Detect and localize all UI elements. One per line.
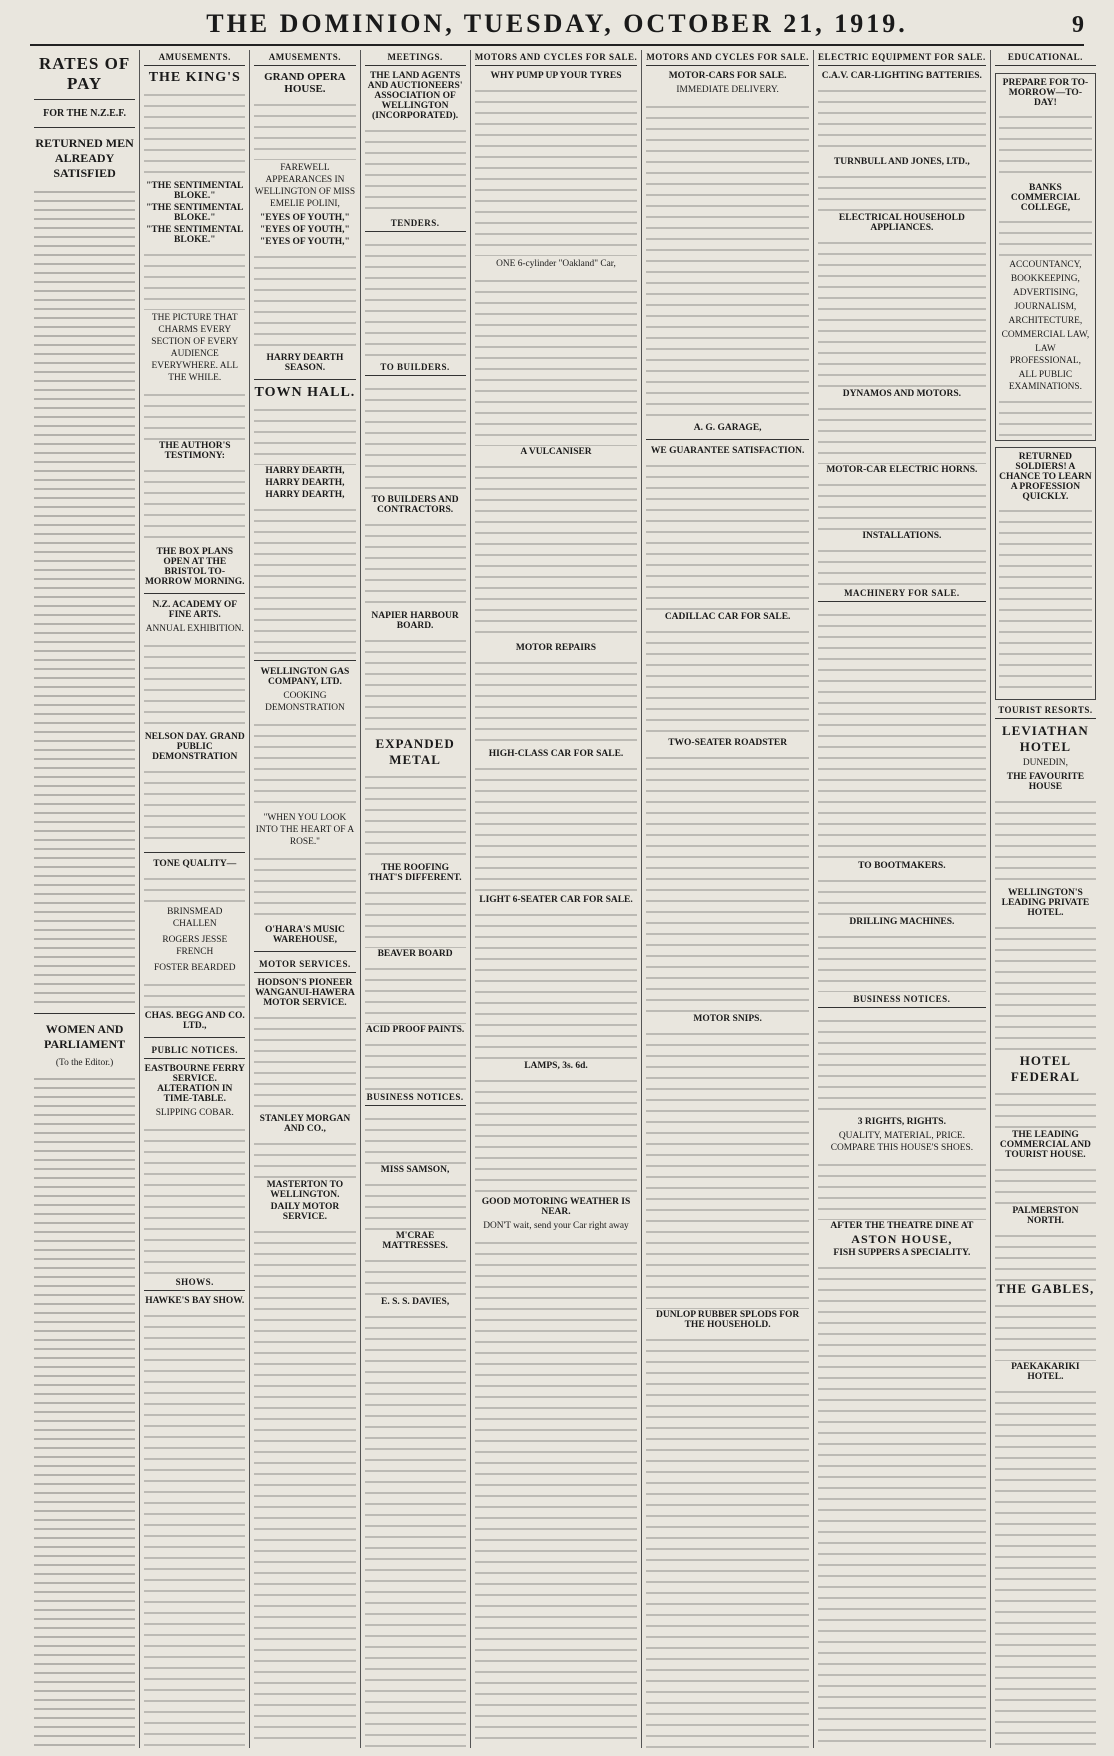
rates-headline: RETURNED MEN ALREADY SATISFIED: [35, 136, 134, 180]
women-headline: WOMEN AND PARLIAMENT: [44, 1022, 126, 1051]
light-six-seater: LIGHT 6-SEATER CAR FOR SALE.: [479, 895, 633, 906]
course-1: ACCOUNTANCY,: [1009, 260, 1082, 270]
machinery-heading: MACHINERY FOR SALE.: [818, 586, 986, 602]
tenders-heading: TENDERS.: [365, 216, 466, 232]
masthead: [30, 4, 1084, 46]
aston-house: ASTON HOUSE,: [851, 1232, 953, 1247]
course-5: ARCHITECTURE,: [1008, 316, 1083, 327]
guarantee: WE GUARANTEE SATISFACTION.: [650, 446, 805, 457]
annual-exhibition: ANNUAL EXHIBITION.: [145, 624, 244, 635]
page-number: 9: [1072, 12, 1084, 38]
column-educational: [991, 50, 1100, 1748]
batteries: C.A.V. CAR-LIGHTING BATTERIES.: [821, 71, 982, 81]
tone-quality: TONE QUALITY—: [153, 859, 237, 870]
piano-brand-row-1: BRINSMEAD CHALLEN: [167, 907, 223, 930]
installations: INSTALLATIONS.: [862, 531, 942, 541]
dynamos: DYNAMOS AND MOTORS.: [842, 389, 962, 399]
eastbourne-ferry: EASTBOURNE FERRY SERVICE. ALTERATION IN TIME-TABLE.: [144, 1064, 245, 1105]
column-heading: ELECTRIC EQUIPMENT FOR SALE.: [818, 50, 986, 66]
piano-brand-row-3: FOSTER BEARDED: [153, 963, 236, 974]
electric-horns: MOTOR-CAR ELECTRIC HORNS.: [826, 465, 978, 475]
column-heading: MOTORS AND CYCLES FOR SALE.: [475, 50, 638, 66]
begg-co: CHAS. BEGG AND CO. LTD.,: [144, 1011, 245, 1032]
eyes-of-youth-2: "EYES OF YOUTH,": [260, 225, 350, 236]
bootmakers: TO BOOTMAKERS.: [858, 861, 946, 871]
grand-opera-house: GRAND OPERA HOUSE.: [264, 71, 346, 95]
the-gables: THE GABLES,: [996, 1281, 1095, 1297]
pump-tyres: WHY PUMP UP YOUR TYRES: [490, 71, 622, 81]
shows-heading: SHOWS.: [144, 1275, 245, 1291]
column-motors-2: [642, 50, 814, 1748]
column-heading: AMUSEMENTS.: [144, 50, 245, 66]
motor-services-heading: MOTOR SERVICES.: [254, 957, 355, 973]
harry-dearth-3: HARRY DEARTH,: [265, 490, 345, 501]
sentimental-bloke-1: "THE SENTIMENTAL BLOKE.": [146, 181, 244, 201]
davies: E. S. S. DAVIES,: [381, 1297, 450, 1307]
masthead-title: THE DOMINION, TUESDAY, OCTOBER 21, 1919.: [206, 9, 908, 38]
piano-brand-row-2: ROGERS JESSE FRENCH: [162, 935, 228, 958]
returned-soldiers-ad: [995, 447, 1096, 700]
napier-harbour: NAPIER HARBOUR BOARD.: [371, 611, 459, 631]
course-6: COMMERCIAL LAW,: [1001, 330, 1090, 341]
course-2: BOOKKEEPING,: [1010, 274, 1080, 285]
eyes-of-youth-3: "EYES OF YOUTH,": [260, 237, 350, 248]
academy: N.Z. ACADEMY OF FINE ARTS.: [152, 600, 238, 621]
dunlop: DUNLOP RUBBER SPLODS FOR THE HOUSEHOLD.: [655, 1310, 800, 1331]
nelson-day: NELSON DAY. GRAND PUBLIC DEMONSTRATION: [144, 732, 245, 763]
hodson-service: HODSON'S PIONEER WANGANUI-HAWERA MOTOR SERVICE.: [255, 978, 355, 1009]
after-theatre: AFTER THE THEATRE DINE AT: [830, 1221, 974, 1232]
turnbull-jones: TURNBULL AND JONES, LTD.,: [833, 157, 970, 167]
course-7: LAW PROFESSIONAL,: [1009, 344, 1081, 367]
column-electric: [814, 50, 991, 1748]
daily-motor: DAILY MOTOR SERVICE.: [270, 1202, 340, 1223]
banks-college: BANKS COMMERCIAL COLLEGE,: [1010, 183, 1080, 213]
rates-sub: FOR THE N.Z.E.F.: [43, 108, 126, 119]
column-heading: MEETINGS.: [365, 50, 466, 66]
good-motoring: GOOD MOTORING WEATHER IS NEAR.: [481, 1197, 631, 1218]
quality-compare: QUALITY, MATERIAL, PRICE. COMPARE THIS HOUSE'S SHOES.: [830, 1131, 974, 1154]
columns: [30, 50, 1100, 1748]
column-meetings: [361, 50, 471, 1748]
palmerston-north: PALMERSTON NORTH.: [1012, 1206, 1079, 1227]
roofing: THE ROOFING THAT'S DIFFERENT.: [368, 863, 462, 883]
rates-title: RATES OF PAY: [38, 54, 131, 93]
drilling-machines: DRILLING MACHINES.: [849, 917, 955, 927]
motor-repairs: MOTOR REPAIRS: [515, 643, 597, 654]
banks-college-ad: [995, 73, 1096, 441]
fish-suppers: FISH SUPPERS A SPECIALITY.: [833, 1248, 971, 1259]
column-heading: AMUSEMENTS.: [254, 50, 355, 66]
heart-of-rose: "WHEN YOU LOOK INTO THE HEART OF A ROSE.": [255, 813, 355, 848]
dunedin: DUNEDIN,: [1022, 758, 1068, 769]
immediate-delivery: IMMEDIATE DELIVERY.: [676, 85, 779, 95]
article-body-text-2: [34, 1075, 135, 1748]
paekakariki-hotel: PAEKAKARIKI HOTEL.: [1011, 1362, 1080, 1383]
high-class-car: HIGH-CLASS CAR FOR SALE.: [488, 749, 624, 760]
column-motors-1: [471, 50, 643, 1748]
returned-soldiers: RETURNED SOLDIERS! A CHANCE TO LEARN A PROFESSION QUICKLY.: [999, 452, 1092, 503]
vulcaniser: A VULCANISER: [520, 447, 592, 458]
hawkes-bay-show: HAWKE'S BAY SHOW.: [145, 1296, 245, 1307]
harry-dearth-1: HARRY DEARTH,: [265, 466, 345, 477]
favourite-house: THE FAVOURITE HOUSE: [1006, 772, 1085, 793]
dearth-season: HARRY DEARTH SEASON.: [266, 353, 344, 374]
tourist-heading: TOURIST RESORTS.: [995, 703, 1096, 719]
oakland-car: ONE 6-cylinder "Oakland" Car,: [496, 259, 616, 269]
masterton-wellington: MASTERTON TO WELLINGTON.: [266, 1180, 344, 1201]
lamps: LAMPS, 3s. 6d.: [524, 1061, 588, 1072]
leviathan-hotel: LEVIATHAN HOTEL: [1002, 723, 1089, 755]
women-sub: (To the Editor.): [55, 1058, 114, 1068]
eyes-of-youth-1: "EYES OF YOUTH,": [260, 213, 350, 224]
cadillac: CADILLAC CAR FOR SALE.: [664, 612, 791, 623]
expanded-metal: EXPANDED METAL: [375, 736, 455, 767]
public-notices-heading: PUBLIC NOTICES.: [144, 1043, 245, 1059]
stanley-morgan: STANLEY MORGAN AND CO.,: [259, 1114, 351, 1135]
send-car: DON'T wait, send your Car right away: [483, 1221, 629, 1232]
harry-dearth-2: HARRY DEARTH,: [265, 478, 345, 489]
builders-heading: TO BUILDERS.: [365, 360, 466, 376]
cooking-demo: COOKING DEMONSTRATION: [265, 691, 345, 714]
three-rights: 3 RIGHTS, RIGHTS.: [857, 1117, 946, 1127]
farewell-polini: FAREWELL APPEARANCES IN WELLINGTON OF MISS EMELIE POLINI,: [254, 163, 356, 210]
leading-commercial: THE LEADING COMMERCIAL AND TOURIST HOUSE.: [999, 1130, 1091, 1161]
business-notices-heading-2: BUSINESS NOTICES.: [818, 992, 986, 1008]
gas-company: WELLINGTON GAS COMPANY, LTD.: [260, 667, 350, 688]
column-amusements-2: [250, 50, 360, 1748]
course-3: ADVERTISING,: [1013, 288, 1078, 299]
sentimental-bloke-3: "THE SENTIMENTAL BLOKE.": [146, 225, 244, 245]
sentimental-bloke-2: "THE SENTIMENTAL BLOKE.": [146, 203, 244, 223]
box-plans: THE BOX PLANS OPEN AT THE BRISTOL TO-MORROW MORNING.: [144, 547, 245, 588]
column-heading: MOTORS AND CYCLES FOR SALE.: [646, 50, 809, 66]
column-amusements-1: [140, 50, 250, 1748]
wellington-private: WELLINGTON'S LEADING PRIVATE HOTEL.: [1001, 888, 1090, 919]
authors-testimony: THE AUTHOR'S TESTIMONY:: [158, 441, 231, 462]
miss-samson: MISS SAMSON,: [380, 1165, 450, 1175]
acid-proof: ACID PROOF PAINTS.: [365, 1025, 465, 1035]
course-4: JOURNALISM,: [1014, 302, 1077, 313]
roadster: TWO-SEATER ROADSTER: [668, 738, 788, 749]
mattresses: M'CRAE MATTRESSES.: [382, 1231, 448, 1251]
motor-snips: MOTOR SNIPS.: [693, 1014, 762, 1025]
ohara-music: O'HARA'S MUSIC WAREHOUSE,: [264, 925, 345, 946]
column-heading: EDUCATIONAL.: [995, 50, 1096, 66]
kings-theatre: THE KING'S: [148, 70, 241, 85]
town-hall: TOWN HALL.: [254, 385, 356, 401]
motor-cars-sale: MOTOR-CARS FOR SALE.: [668, 71, 787, 81]
prepare-tomorrow: PREPARE FOR TO-MORROW—TO-DAY!: [1002, 78, 1089, 108]
course-8: ALL PUBLIC EXAMINATIONS.: [1008, 370, 1082, 393]
slipping-cobar: SLIPPING COBAR.: [155, 1108, 234, 1119]
article-body-text: [34, 188, 135, 1008]
hotel-federal: HOTEL FEDERAL: [1010, 1053, 1080, 1085]
business-notices-heading: BUSINESS NOTICES.: [365, 1090, 466, 1106]
household-appliances: ELECTRICAL HOUSEHOLD APPLIANCES.: [838, 213, 965, 233]
contractors: TO BUILDERS AND CONTRACTORS.: [371, 495, 459, 515]
column-rates-of-pay: [30, 50, 140, 1748]
ag-garage: A. G. GARAGE,: [693, 423, 762, 434]
picture-charms: THE PICTURE THAT CHARMS EVERY SECTION OF EVERY AUDIENCE EVERYWHERE. ALL THE WHILE.: [151, 313, 239, 384]
beaver-board: BEAVER BOARD: [377, 949, 453, 959]
land-agents: THE LAND AGENTS AND AUCTIONEERS' ASSOCIATION OF WELLINGTON (INCORPORATED).: [367, 71, 463, 121]
